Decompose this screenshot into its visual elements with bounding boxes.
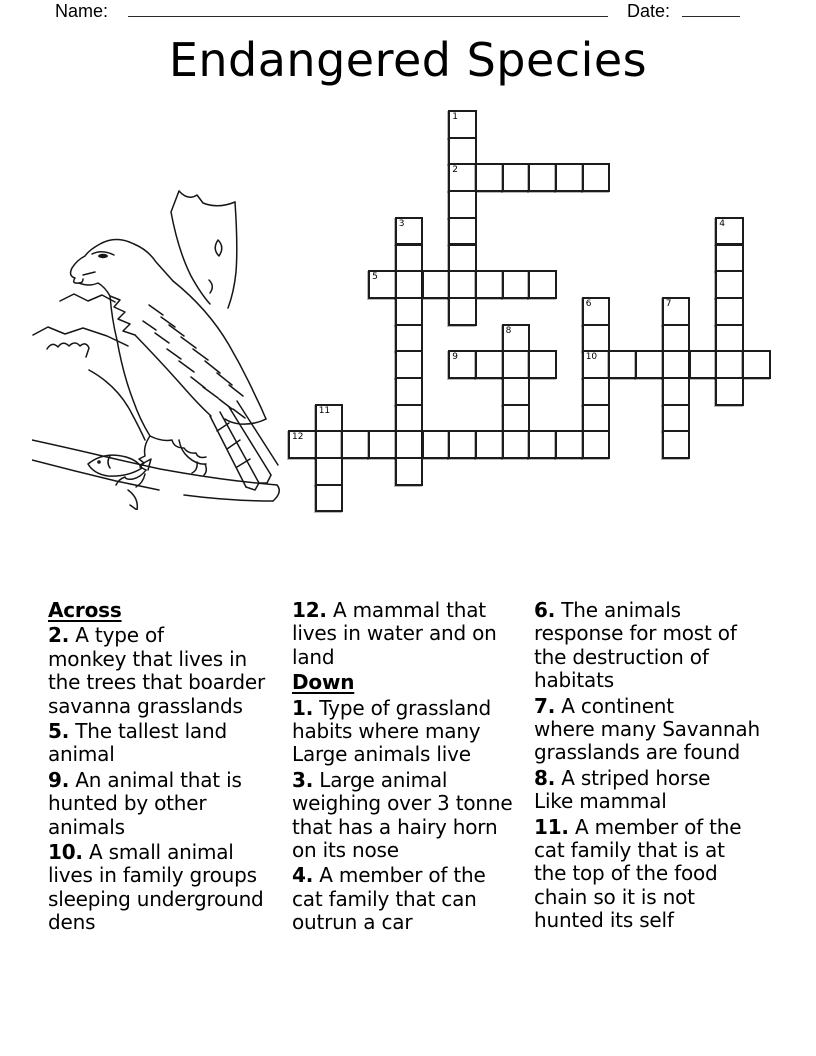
clue-column-2 [292,599,534,935]
crossword-cell[interactable] [475,430,504,459]
crossword-cell[interactable] [528,430,557,459]
cell-number: 1 [452,112,458,122]
cell-number: 9 [452,352,458,363]
clue-item: 2. A type of monkey that lives in the trees that boarder savanna grasslands [48,623,266,718]
clue-item: 5. The tallest land animal [48,719,227,767]
eagle-line-art [32,188,290,510]
clue-number: 7. [534,693,556,718]
crossword-cell[interactable] [502,404,531,433]
cell-number: 7 [665,298,672,309]
clue-number: 5. [48,719,70,744]
crossword-cell[interactable] [395,404,424,433]
crossword-cell[interactable] [315,404,344,433]
clue-number: 11. [534,814,569,839]
crossword-cell[interactable] [368,430,397,459]
crossword-cell[interactable] [395,430,424,459]
crossword-cell[interactable] [368,270,397,299]
crossword-cell[interactable] [528,163,557,192]
clue-number: 4. [292,863,314,888]
cell-number: 4 [719,218,725,229]
crossword-cell[interactable] [395,217,424,246]
crossword-cell[interactable] [715,244,744,273]
cell-number: 12 [292,432,304,443]
crossword-cell[interactable] [395,297,424,326]
crossword-cell[interactable] [315,430,344,459]
crossword-cell[interactable] [502,163,531,192]
crossword-cell[interactable] [448,110,477,139]
crossword-cell[interactable] [475,163,504,192]
crossword-cell[interactable] [422,270,451,299]
date-label: Date: [627,1,671,21]
crossword-cell[interactable] [662,297,691,326]
crossword-cell[interactable] [582,324,611,353]
clue-number: 8. [534,765,556,790]
cell-number: 11 [318,405,331,416]
crossword-cell[interactable] [448,217,477,246]
crossword-cell[interactable] [395,270,424,299]
crossword-cell[interactable] [715,270,744,299]
crossword-cell[interactable] [422,430,451,459]
crossword-cell[interactable] [582,350,611,379]
clue-item: 12. A mammal that lives in water and on land [292,598,497,669]
crossword-cell[interactable] [502,324,531,353]
clue-column-1 [48,599,290,935]
clue-item: 8. A striped horse Like mammal [534,765,711,814]
cell-number: 5 [372,272,378,283]
crossword-cell[interactable] [582,404,611,433]
cell-number: 2 [452,165,458,176]
crossword-cell[interactable] [502,270,531,299]
date-input-line[interactable] [682,16,740,17]
crossword-cell[interactable] [715,377,744,406]
crossword-cell[interactable] [502,430,531,459]
crossword-cell[interactable] [715,350,744,379]
page-title: Endangered Species [168,33,648,87]
crossword-cell[interactable] [689,350,718,379]
crossword-cell[interactable] [662,377,691,406]
crossword-cell[interactable] [582,163,611,192]
crossword-cell[interactable] [582,430,611,459]
crossword-cell[interactable] [528,350,557,379]
crossword-cell[interactable] [608,350,637,379]
crossword-cell[interactable] [528,270,557,299]
crossword-cell[interactable] [662,404,691,433]
crossword-cell[interactable] [448,270,477,299]
crossword-cell[interactable] [555,430,584,459]
clue-item: 3. Large animal weighing over 3 tonne that has a hairy horn on its nose [292,767,513,863]
clue-number: 2. [48,623,70,648]
crossword-cell[interactable] [448,430,477,459]
clue-item: 9. An animal that is hunted by other animals [48,767,242,839]
crossword-cell[interactable] [448,350,477,379]
crossword-cell[interactable] [742,350,771,379]
crossword-cell[interactable] [395,324,424,353]
name-label: Name: [55,1,109,21]
clue-number: 1. [292,695,314,720]
crossword-cell[interactable] [395,244,424,273]
crossword-cell[interactable] [662,350,691,379]
crossword-cell[interactable] [662,324,691,353]
crossword-cell[interactable] [395,350,424,379]
crossword-cell[interactable] [395,377,424,406]
crossword-cell[interactable] [715,324,744,353]
clue-number: 6. [534,598,556,622]
clue-item: 7. A continent where many Savannah grasslands are found [534,693,760,765]
clue-column-3 [534,599,776,933]
crossword-cell[interactable] [288,430,317,459]
down-heading: Down [292,670,355,695]
name-input-line[interactable] [128,16,608,17]
crossword-cell[interactable] [662,430,691,459]
clue-number: 9. [48,767,70,792]
crossword-cell[interactable] [502,377,531,406]
clue-item: 11. A member of the cat family that is at the top of the food chain so it is not hunted its self [534,814,742,933]
crossword-cell[interactable] [448,137,477,166]
crossword-cell[interactable] [582,377,611,406]
crossword-cell[interactable] [475,270,504,299]
crossword-cell[interactable] [341,430,370,459]
crossword-cell[interactable] [715,217,744,246]
clue-item: 1. Type of grassland habits where many Large animals live [292,695,492,767]
clue-number: 10. [48,840,83,865]
cell-number: 6 [585,298,592,309]
cell-number: 10 [585,352,598,363]
clue-number: 12. [292,598,327,622]
crossword-cell[interactable] [475,350,504,379]
crossword-cell[interactable] [555,163,584,192]
crossword-cell[interactable] [315,457,344,486]
crossword-grid [288,110,773,515]
cell-number: 8 [505,325,512,336]
crossword-cell[interactable] [315,484,344,513]
clue-item: 4. A member of the cat family that can outrun a car [292,863,486,935]
clue-number: 3. [292,767,314,792]
crossword-cell[interactable] [448,244,477,273]
crossword-cell[interactable] [448,190,477,219]
crossword-cell[interactable] [635,350,664,379]
cell-number: 3 [398,218,405,229]
clue-item: 6. The animals response for most of the destruction of habitats [534,598,737,693]
crossword-cell[interactable] [715,297,744,326]
crossword-cell[interactable] [395,457,424,486]
crossword-cell[interactable] [582,297,611,326]
clue-item: 10. A small animal lives in family groups sleeping underground dens [48,840,264,935]
crossword-cell[interactable] [448,163,477,192]
eagle-illustration [32,188,290,510]
across-heading: Across [48,598,122,622]
crossword-cell[interactable] [502,350,531,379]
crossword-cell[interactable] [448,297,477,326]
